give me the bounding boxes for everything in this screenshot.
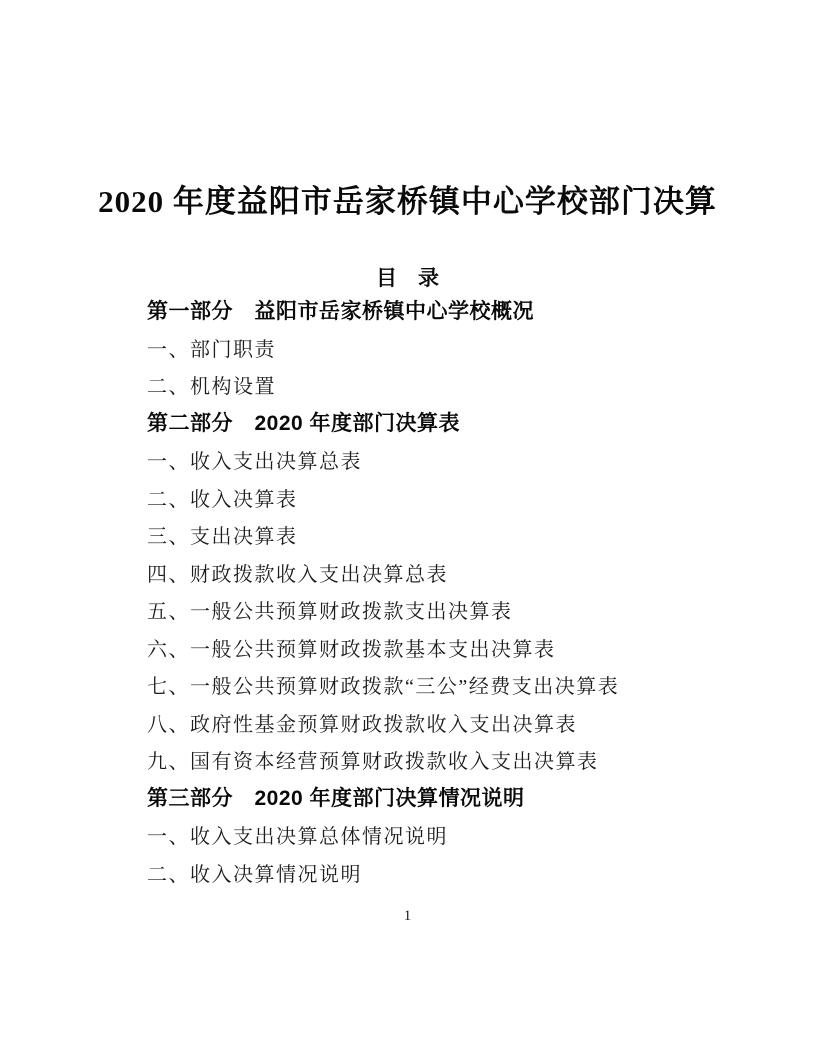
toc-section-1-heading: 第一部分 益阳市岳家桥镇中心学校概况 (147, 299, 534, 323)
toc-item: 三、支出决算表 (147, 526, 298, 549)
toc-heading: 目 录 (376, 267, 439, 290)
toc-item: 一、部门职责 (147, 338, 276, 361)
toc-item: 二、收入决算表 (147, 488, 298, 511)
toc-item: 六、一般公共预算财政拨款基本支出决算表 (147, 638, 556, 661)
toc-item: 二、机构设置 (147, 376, 276, 399)
table-of-contents (147, 291, 705, 891)
toc-item: 七、一般公共预算财政拨款“三公”经费支出决算表 (147, 676, 620, 699)
toc-section-2-heading: 第二部分 2020 年度部门决算表 (147, 412, 461, 436)
toc-item: 二、收入决算情况说明 (147, 863, 362, 886)
toc-item: 一、收入支出决算总体情况说明 (147, 826, 448, 849)
toc-item: 一、收入支出决算总表 (147, 451, 362, 474)
document-title: 2020 年度益阳市岳家桥镇中心学校部门决算 (98, 184, 717, 219)
toc-item: 八、政府性基金预算财政拨款收入支出决算表 (147, 713, 577, 736)
toc-item: 九、国有资本经营预算财政拨款收入支出决算表 (147, 751, 599, 774)
toc-section-3-heading: 第三部分 2020 年度部门决算情况说明 (147, 787, 525, 811)
toc-item: 四、财政拨款收入支出决算总表 (147, 563, 448, 586)
page-number: 1 (403, 908, 412, 924)
toc-item: 五、一般公共预算财政拨款支出决算表 (147, 601, 513, 624)
